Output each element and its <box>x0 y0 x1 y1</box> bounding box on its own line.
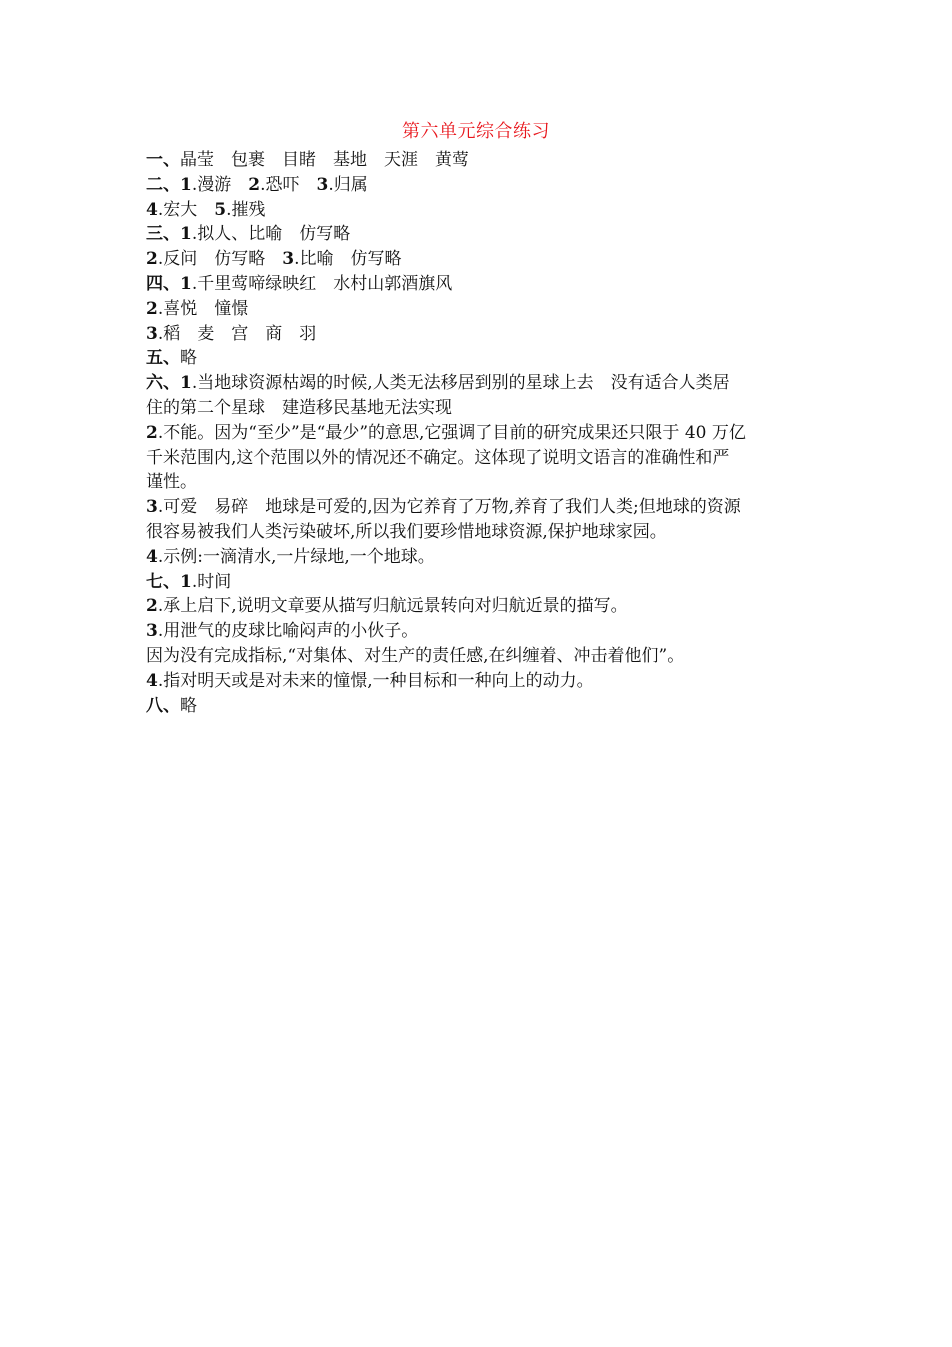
answer-marker: 六、 <box>146 373 180 394</box>
answer-text: 住的第二个星球 建造移民基地无法实现 <box>146 397 452 418</box>
answer-text: 略 <box>180 348 197 369</box>
answer-marker: 4 <box>146 670 158 691</box>
answer-marker: 八、 <box>146 695 180 716</box>
answer-line <box>146 297 818 322</box>
answer-line <box>146 173 818 198</box>
answer-marker: 4 <box>146 546 158 567</box>
answer-line <box>146 396 818 421</box>
answer-text: .反问 仿写略 <box>157 249 283 270</box>
answer-marker: 1 <box>180 373 192 394</box>
answer-line <box>146 619 818 644</box>
answer-text: .恐吓 <box>260 174 317 195</box>
answer-text: 因为没有完成指标,“对集体、对生产的责任感,在纠缠着、冲击着他们”。 <box>146 645 685 666</box>
answer-marker: 三、 <box>146 224 180 245</box>
answer-marker: 3 <box>146 621 158 642</box>
answer-marker: 2 <box>146 596 158 617</box>
answer-line <box>146 222 818 247</box>
answer-marker: 二、 <box>146 174 180 195</box>
answer-line <box>146 495 818 520</box>
answer-marker: 七、 <box>146 571 180 592</box>
answer-text: .喜悦 憧憬 <box>157 298 249 319</box>
answer-text: .当地球资源枯竭的时候,人类无法移居到别的星球上去 没有适合人类居 <box>191 373 730 394</box>
answer-marker: 1 <box>180 174 192 195</box>
answer-text: 略 <box>180 695 197 716</box>
answer-marker: 1 <box>180 224 192 245</box>
answer-line <box>146 371 818 396</box>
answer-marker: 3 <box>146 497 158 518</box>
answer-marker: 四、 <box>146 273 180 294</box>
answer-text: .宏大 <box>157 199 215 220</box>
answer-text: .可爱 易碎 地球是可爱的,因为它养育了万物,养育了我们人类;但地球的资源 <box>157 497 741 518</box>
answer-text: .漫游 <box>191 174 249 195</box>
answer-line <box>146 198 818 223</box>
answer-text: .拟人、比喻 仿写略 <box>191 224 351 245</box>
answer-line <box>146 644 818 669</box>
answer-content <box>146 148 818 718</box>
document-title: 第六单元综合练习 <box>402 121 550 142</box>
answer-text: .示例:一滴清水,一片绿地,一个地球。 <box>157 546 435 567</box>
answer-line <box>146 272 818 297</box>
answer-line <box>146 570 818 595</box>
answer-marker: 2 <box>146 298 158 319</box>
answer-text: .摧残 <box>226 199 266 220</box>
answer-line <box>146 470 818 495</box>
answer-marker: 3 <box>282 249 295 270</box>
answer-marker: 5 <box>214 199 227 220</box>
answer-text: .稻 麦 宫 商 羽 <box>157 323 317 344</box>
answer-text: .比喻 仿写略 <box>294 249 402 270</box>
answer-text: .归属 <box>328 174 368 195</box>
answer-marker: 一、 <box>146 150 180 170</box>
answer-text: 千米范围内,这个范围以外的情况还不确定。这体现了说明文语言的准确性和严 <box>146 447 730 468</box>
answer-text: .时间 <box>191 571 232 592</box>
answer-text: 晶莹 包裹 目睹 基地 天涯 黄莺 <box>180 150 469 170</box>
answer-text: .指对明天或是对未来的憧憬,一种目标和一种向上的动力。 <box>157 670 594 691</box>
answer-marker: 1 <box>180 571 192 592</box>
answer-marker: 1 <box>180 273 192 294</box>
answer-line <box>146 669 818 694</box>
answer-marker: 2 <box>248 174 261 195</box>
answer-text: 很容易被我们人类污染破坏,所以我们要珍惜地球资源,保护地球家园。 <box>146 521 667 542</box>
answer-line <box>146 446 818 471</box>
answer-text: .承上启下,说明文章要从描写归航远景转向对归航近景的描写。 <box>157 596 628 617</box>
answer-line <box>146 520 818 545</box>
answer-text: .用泄气的皮球比喻闷声的小伙子。 <box>157 621 419 642</box>
answer-text: 谨性。 <box>146 472 197 493</box>
answer-marker: 3 <box>316 174 329 195</box>
answer-marker: 4 <box>146 199 158 220</box>
answer-marker: 3 <box>146 323 158 344</box>
answer-marker: 五、 <box>146 348 180 369</box>
answer-marker: 2 <box>146 422 158 443</box>
answer-text: .不能。因为“至少”是“最少”的意思,它强调了目前的研究成果还只限于 40 万亿 <box>157 422 746 443</box>
answer-line <box>146 594 818 619</box>
answer-line <box>146 322 818 347</box>
answer-line <box>146 545 818 570</box>
answer-text: .千里莺啼绿映红 水村山郭酒旗风 <box>191 273 453 294</box>
answer-marker: 2 <box>146 249 158 270</box>
answer-line <box>146 247 818 272</box>
answer-line <box>146 694 818 719</box>
answer-line <box>146 346 818 371</box>
answer-line <box>146 421 818 446</box>
answer-line <box>146 148 818 173</box>
